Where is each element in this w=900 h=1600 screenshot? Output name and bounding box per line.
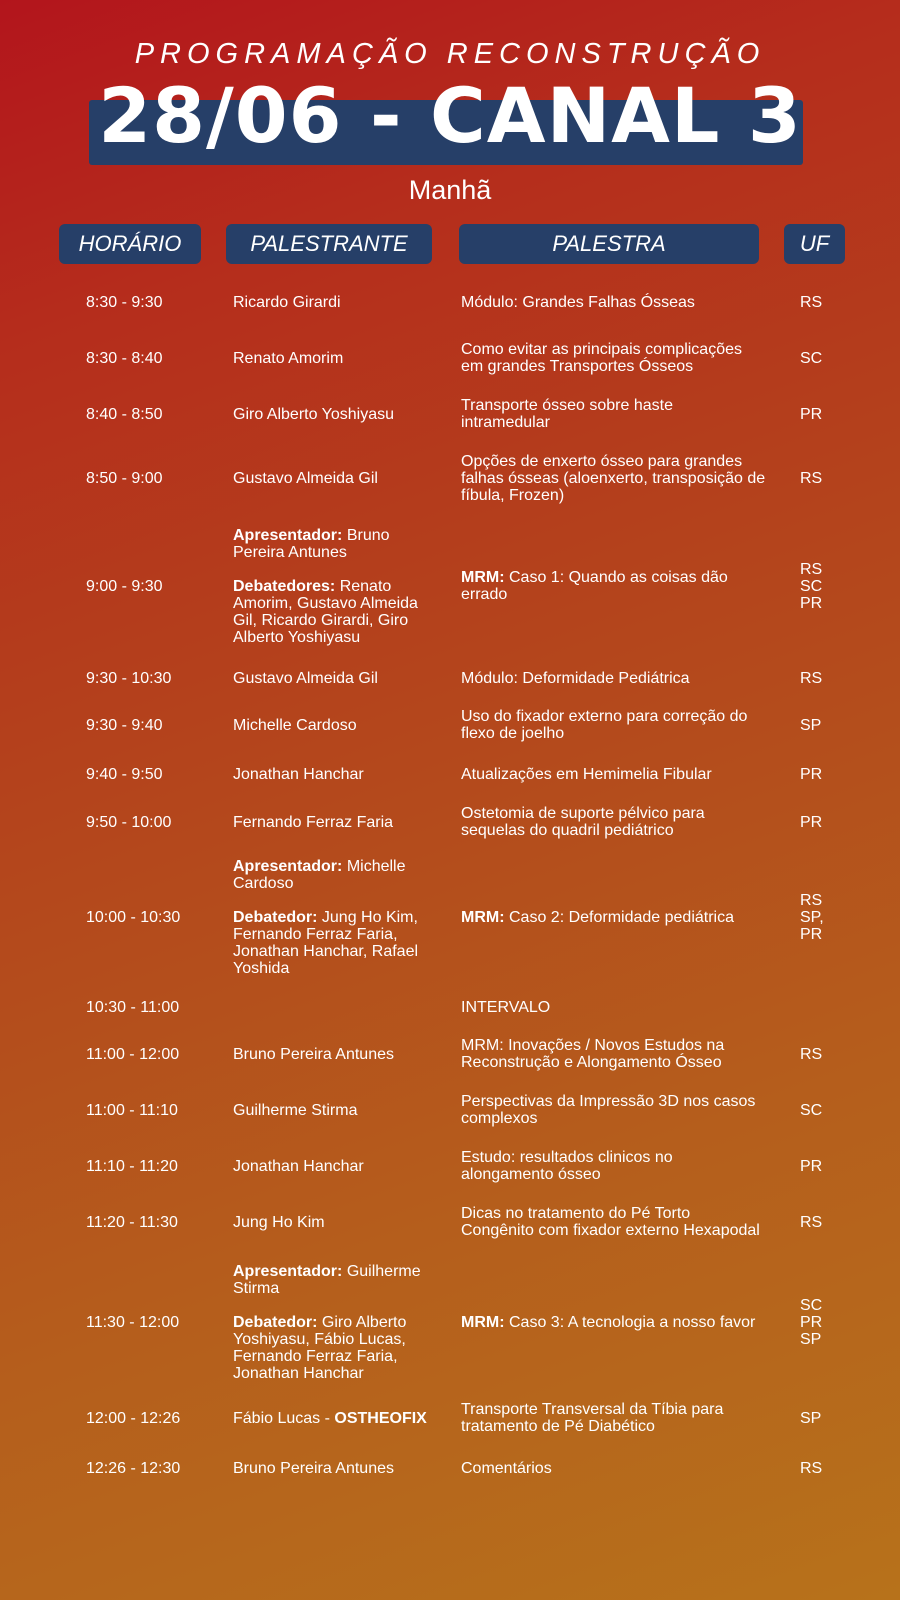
presenter-name: Michelle Cardoso [233,857,406,892]
speaker-cell: Giro Alberto Yoshiyasu [233,405,394,423]
time-cell: 12:26 - 12:30 [86,1459,181,1477]
time-cell: 10:00 - 10:30 [86,908,181,926]
debaters-label: Debatedor: [233,1313,318,1331]
presenter-line [233,527,438,561]
uf-cell: RS [800,669,823,687]
uf-cell: SC [800,1101,823,1119]
talk-cell: Uso do fixador externo para correção do flexo de joelho [461,708,748,742]
table-row [0,805,900,839]
speaker-cell: Bruno Pereira Antunes [233,1459,394,1477]
speaker-cell: Jonathan Hanchar [233,1157,364,1175]
uf-cell: RS [800,1213,823,1231]
debaters-names: Renato Amorim, Gustavo Almeida Gil, Ricardo Girardi, Giro Alberto Yoshiyasu [233,577,418,646]
time-cell: 9:00 - 9:30 [86,577,163,595]
talk-cell: Atualizações em Hemimelia Fibular [461,765,712,783]
uf-cell: RS [800,1045,823,1063]
uf-cell: PR [800,765,823,783]
talk-cell: Como evitar as principais complicações em grandes Transportes Ósseos [461,341,742,375]
talk-cell [461,857,766,977]
presenter-name: Guilherme Stirma [233,1262,421,1297]
uf-cell: RS [800,470,823,487]
time-cell: 8:30 - 9:30 [86,293,163,311]
time-cell: 9:50 - 10:00 [86,813,172,831]
uf-cell: RS [800,1459,823,1477]
time-cell: 11:10 - 11:20 [86,1157,178,1175]
time-cell: 12:00 - 12:26 [86,1409,181,1427]
time-cell: 11:00 - 11:10 [86,1101,178,1119]
uf-cell: PR [800,1157,823,1175]
presenter-label: Apresentador: [233,1262,343,1280]
talk-cell: Transporte Transversal da Tíbia para tratamento de Pé Diabético [461,1401,724,1435]
talk-cell: Transporte ósseo sobre haste intramedular [461,397,673,431]
uf-cell: PR [800,813,823,831]
page-title: 28/06 - CANAL 3 [98,71,802,160]
table-row [0,1401,900,1435]
talk-title: Caso 2: Deformidade pediátrica [509,908,735,926]
uf-cell [800,995,850,1019]
uf-cell: SC PR SP [800,1296,823,1348]
kicker-title: PROGRAMAÇÃO RECONSTRUÇÃO [134,38,766,70]
talk-label: MRM: [461,908,505,926]
speaker-cell: Ricardo Girardi [233,293,341,311]
time-cell: 11:20 - 11:30 [86,1213,178,1231]
talk-cell [461,1262,766,1382]
table-row [0,1093,900,1127]
table-row [0,1205,900,1239]
table-row [0,341,900,375]
talk-cell: Dicas no tratamento do Pé Torto Congênito com fixador externo Hexapodal [461,1205,760,1239]
table-row [0,762,900,786]
table-row [0,397,900,431]
time-cell: 11:30 - 12:00 [86,1313,180,1331]
talk-label: MRM: [461,569,505,586]
speaker-cell: Jung Ho Kim [233,1213,325,1231]
column-header-speaker: PALESTRANTE [226,224,432,264]
time-cell: 8:50 - 9:00 [86,470,163,487]
debaters-label: Debatedor: [233,908,318,926]
time-cell: 8:30 - 8:40 [86,349,163,367]
debaters-names: Jung Ho Kim, Fernando Ferraz Faria, Jonathan Hanchar, Rafael Yoshida [233,908,419,977]
speaker-cell: Fernando Ferraz Faria [233,813,394,831]
debaters-label: Debatedores: [233,577,336,595]
time-cell: 9:30 - 9:40 [86,716,163,734]
table-row [0,708,900,742]
speaker-cell [233,1401,438,1435]
uf-cell: SP [800,1409,822,1427]
column-header-talk: PALESTRA [459,224,759,264]
debaters-line [233,1314,438,1382]
talk-cell: Módulo: Deformidade Pediátrica [461,669,690,687]
table-row [0,666,900,690]
talk-cell [461,526,766,646]
presenter-line [233,1263,438,1297]
time-cell: 9:30 - 10:30 [86,669,172,687]
talk-cell: Perspectivas da Impressão 3D nos casos complexos [461,1093,756,1127]
uf-cell: RS [800,293,823,311]
table-row [0,1456,900,1480]
talk-cell: INTERVALO [461,998,551,1016]
talk-cell: Comentários [461,1459,552,1477]
table-row [0,290,900,314]
uf-cell: RS SP, PR [800,891,824,943]
uf-cell: RS SC PR [800,560,823,612]
presenter-label: Apresentador: [233,526,343,544]
uf-cell: SP [800,716,822,734]
talk-cell: Ostetomia de suporte pélvico para sequelas do quadril pediátrico [461,805,705,839]
presenter-name: Bruno Pereira Antunes [233,526,390,561]
column-header-uf: UF [784,224,845,264]
talk-title: Caso 1: Quando as coisas dão errado [461,569,728,603]
talk-cell: Estudo: resultados clinicos no alongamento ósseo [461,1149,673,1183]
table-row [0,453,900,504]
table-row [0,1149,900,1183]
speaker-cell [233,995,438,1019]
table-row [0,1262,900,1382]
speaker-cell: Bruno Pereira Antunes [233,1045,394,1063]
column-header-time: HORÁRIO [59,224,201,264]
debaters-line [233,578,438,646]
talk-title: Caso 3: A tecnologia a nosso favor [509,1313,756,1331]
speaker-cell: Guilherme Stirma [233,1101,358,1119]
talk-cell: Opções de enxerto ósseo para grandes falhas ósseas (aloenxerto, transposição de fíbula, Frozen) [461,453,766,504]
time-cell: 9:40 - 9:50 [86,765,163,783]
time-cell: 10:30 - 11:00 [86,998,180,1016]
table-row [0,1037,900,1071]
talk-cell: Módulo: Grandes Falhas Ósseas [461,293,695,311]
table-row [0,857,900,977]
presenter-label: Apresentador: [233,857,343,875]
speaker-cell: Gustavo Almeida Gil [233,669,378,687]
debaters-line [233,909,438,977]
table-row [0,526,900,646]
speaker-cell [233,857,438,977]
time-cell: 11:00 - 12:00 [86,1045,180,1063]
speaker-company: OSTHEOFIX [334,1409,427,1427]
speaker-cell [233,526,438,646]
talk-cell: MRM: Inovações / Novos Estudos na Reconstrução e Alongamento Ósseo [461,1037,725,1071]
uf-cell: PR [800,405,823,423]
presenter-line [233,858,438,892]
speaker-cell: Gustavo Almeida Gil [233,470,378,487]
talk-label: MRM: [461,1313,505,1331]
speaker-cell: Michelle Cardoso [233,716,357,734]
speaker-cell: Renato Amorim [233,349,344,367]
speaker-name: Fábio Lucas - [233,1409,335,1427]
speaker-cell [233,1262,438,1382]
period-label: Manhã [408,175,492,205]
debaters-names: Giro Alberto Yoshiyasu, Fábio Lucas, Fernando Ferraz Faria, Jonathan Hanchar [233,1313,407,1382]
table-row [0,995,900,1019]
time-cell: 8:40 - 8:50 [86,405,163,423]
speaker-cell: Jonathan Hanchar [233,765,364,783]
uf-cell: SC [800,349,823,367]
